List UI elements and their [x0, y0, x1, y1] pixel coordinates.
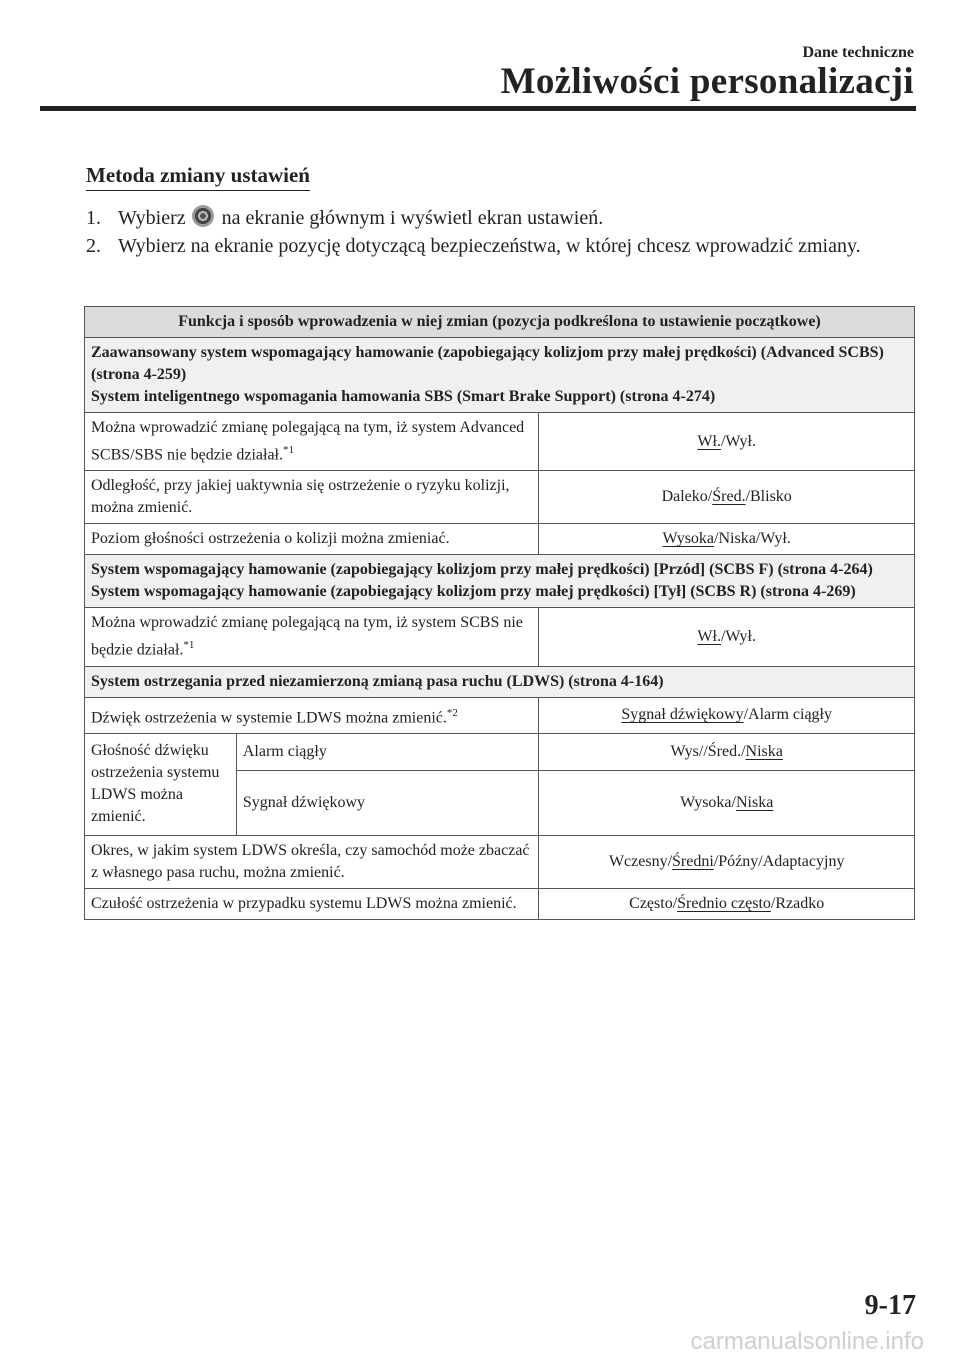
section-heading-line: System inteligentnego wspomagania hamowania SBS (Smart Brake Support) (strona 4-274): [91, 388, 716, 405]
feature-text: Dźwięk ostrzeżenia w systemie LDWS można zmienić.: [91, 708, 447, 726]
default-option: Wysoka: [662, 530, 715, 548]
option-pre: Wczesny/: [608, 852, 673, 870]
section-heading: [85, 338, 915, 413]
default-option: Wł.: [697, 627, 721, 645]
section-title: Metoda zmiany ustawień: [86, 163, 310, 191]
header-rule: [40, 106, 916, 111]
setting-options: [539, 888, 915, 919]
option-pre: Wys//Śred./: [670, 742, 746, 760]
table-row: [85, 835, 915, 888]
option-rest: /Wył.: [720, 432, 756, 450]
sub-option-label: Sygnał dźwiękowy: [236, 770, 539, 835]
page-title: Możliwości personalizacji: [500, 61, 914, 102]
default-option: Wł.: [697, 432, 721, 450]
table-row: [85, 888, 915, 919]
default-option: Sygnał dźwiękowy: [621, 706, 744, 724]
step-text: Wybierz na ekranie pozycję dotyczącą bezpieczeństwa, w której chcesz wprowadzić zmiany.: [118, 235, 861, 257]
section-row: [85, 338, 915, 413]
setting-options: [539, 608, 915, 666]
chapter-label: Dane techniczne: [802, 44, 914, 61]
default-option: Średni: [672, 852, 714, 870]
default-option: Niska: [735, 793, 774, 811]
option-rest: /Rzadko: [770, 894, 825, 912]
feature-label: Czułość ostrzeżenia w przypadku systemu LDWS można zmienić.: [85, 888, 539, 919]
table-row: [85, 471, 915, 524]
watermark: carmanualsonline.info: [690, 1328, 924, 1355]
default-option: Niska: [745, 742, 783, 760]
section-heading: System ostrzegania przed niezamierzoną zmianą pasa ruchu (LDWS) (strona 4-164): [85, 666, 915, 697]
step-text: [118, 204, 603, 232]
setting-options: [539, 835, 915, 888]
setting-options: [539, 413, 915, 471]
setting-options: [539, 733, 915, 770]
setting-options: [539, 471, 915, 524]
feature-label: [85, 413, 539, 471]
table-row: [85, 697, 915, 733]
feature-label: Odległość, przy jakiej uaktywnia się ostrzeżenie o ryzyku kolizji, można zmienić.: [85, 471, 539, 524]
page-number: 9-17: [864, 1290, 916, 1321]
option-pre: Daleko/: [661, 488, 713, 506]
setting-options: [539, 524, 915, 555]
settings-gear-icon: [192, 205, 214, 227]
step-2: [86, 232, 916, 260]
setting-options: [539, 697, 915, 733]
section-row: [85, 555, 915, 608]
default-option: Śred.: [712, 488, 746, 506]
feature-label: [85, 697, 539, 733]
option-pre: Wysoka/: [680, 793, 736, 811]
feature-label: Poziom głośności ostrzeżenia o kolizji można zmieniać.: [85, 524, 539, 555]
section-heading: [85, 555, 915, 608]
table-row: [85, 608, 915, 666]
steps-list: [86, 204, 916, 260]
option-rest: /Wył.: [720, 627, 756, 645]
footnote-ref: *1: [283, 444, 294, 456]
footnote-ref: *2: [446, 706, 458, 719]
feature-text: Można wprowadzić zmianę polegającą na tym, iż system Advanced SCBS/SBS nie będzie działał.: [91, 419, 525, 464]
feature-label: Okres, w jakim system LDWS określa, czy samochód może zbaczać z własnego pasa ruchu, można zmienić.: [85, 835, 539, 888]
table-header-row: [85, 307, 915, 338]
settings-table: [84, 306, 915, 920]
section-row: [85, 666, 915, 697]
step-number: 2.: [86, 235, 101, 257]
default-option: Średnio często: [677, 894, 771, 912]
step-1: [86, 204, 916, 232]
option-pre: Często/: [629, 894, 678, 912]
setting-options: [539, 770, 915, 835]
footnote-ref: *1: [183, 639, 195, 652]
feature-label: Głośność dźwięku ostrzeżenia systemu LDWS można zmienić.: [85, 733, 237, 835]
step-number: 1.: [86, 207, 101, 229]
option-rest: /Blisko: [745, 488, 792, 506]
step-text-before: Wybierz: [118, 207, 186, 229]
table-header: Funkcja i sposób wprowadzenia w niej zmian (pozycja podkreślona to ustawienie początkowe): [85, 307, 915, 338]
table-row: [85, 413, 915, 471]
step-text-after: na ekranie głównym i wyświetl ekran ustawień.: [221, 207, 604, 229]
feature-label: [85, 608, 539, 666]
option-rest: /Późny/Adaptacyjny: [713, 852, 845, 870]
feature-text: Można wprowadzić zmianę polegającą na tym, iż system SCBS nie będzie działał.: [91, 614, 523, 659]
section-heading-line: Zaawansowany system wspomagający hamowanie (zapobiegający kolizjom przy małej prędkości) (Advanced SCBS) (strona 4-259): [91, 344, 884, 383]
section-heading-line: System wspomagający hamowanie (zapobiegający kolizjom przy małej prędkości) [Przód] (SCBS F) (strona 4-264): [91, 561, 873, 579]
table-row: [85, 524, 915, 555]
option-rest: /Alarm ciągły: [743, 706, 832, 724]
table-row: [85, 733, 915, 770]
section-heading-line: System wspomagający hamowanie (zapobiegający kolizjom przy małej prędkości) [Tył] (SCBS R) (strona 4-269): [91, 583, 856, 601]
sub-option-label: Alarm ciągły: [236, 733, 539, 770]
option-rest: /Niska/Wył.: [714, 530, 791, 548]
